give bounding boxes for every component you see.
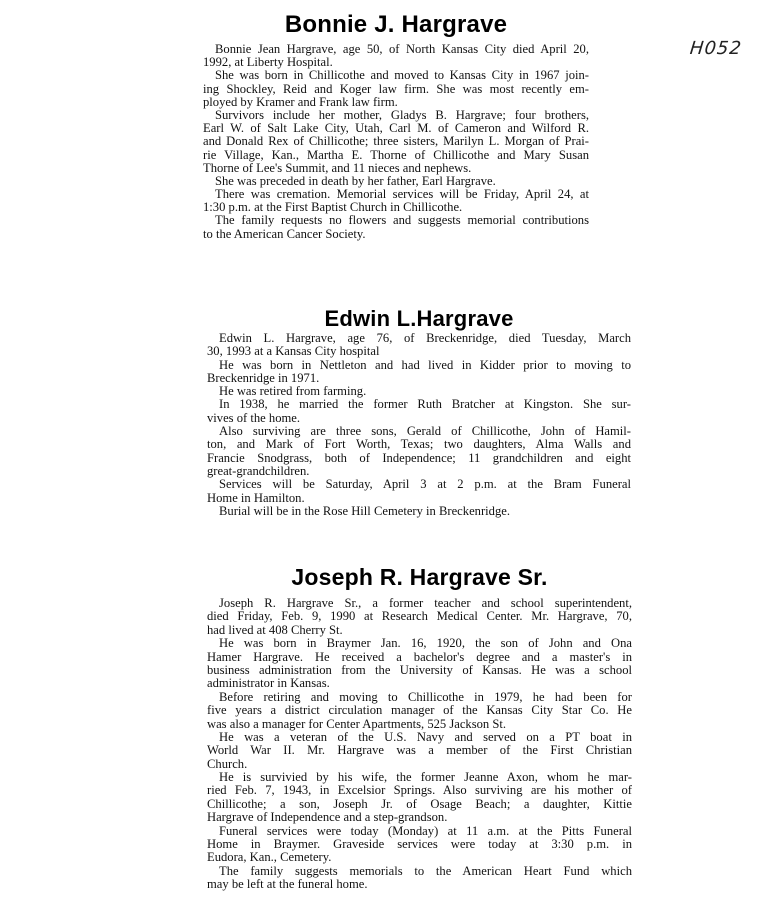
obituary-paragraph xyxy=(207,637,632,691)
text-line: died Friday, Feb. 9, 1990 at Research Medical Center. Mr. Hargrave, 70, xyxy=(207,610,632,624)
text-line: ton, and Mark of Fort Worth, Texas; two daughters, Alma Walls and xyxy=(207,438,631,452)
obituary-paragraph xyxy=(203,188,589,214)
obituary-paragraph xyxy=(207,825,632,865)
obituary-paragraph xyxy=(207,425,631,478)
text-line: Breckenridge in 1971. xyxy=(207,371,320,385)
text-line: Chillicothe; a son, Joseph Jr. of Osage Beach; a daughter, Kittie xyxy=(207,797,632,811)
obituary-paragraph xyxy=(207,385,631,398)
text-line: She was preceded in death by her father, Earl Hargrave. xyxy=(215,174,496,188)
text-line: Hargrave of Independence and a step-grandson. xyxy=(207,811,448,825)
text-line: He was retired from farming. xyxy=(219,385,367,399)
text-line: He was born in Braymer Jan. 16, 1920, the son of John and Ona xyxy=(219,637,632,651)
obituary-title: Bonnie J. Hargrave xyxy=(284,11,508,38)
text-line: Before retiring and moving to Chillicothe in 1979, he had been for xyxy=(219,690,632,704)
text-line: Funeral services were today (Monday) at 11 a.m. at the Pitts Funeral xyxy=(219,824,632,838)
obituary-paragraph xyxy=(207,478,631,505)
obituary-edwin xyxy=(207,306,631,518)
text-line: Francie Snodgrass, both of Independence; 11 grandchildren and eight xyxy=(207,451,631,465)
text-line: He was born in Nettleton and had lived in Kidder prior to moving to xyxy=(219,358,631,372)
obituary-body xyxy=(203,43,589,241)
text-line: The family requests no flowers and suggests memorial contributions xyxy=(215,214,589,228)
obituary-paragraph xyxy=(207,359,631,386)
text-line: was also a manager for Center Apartments, 525 Jackson St. xyxy=(207,717,507,731)
text-line: Bonnie Jean Hargrave, age 50, of North Kansas City died April 20, xyxy=(215,43,589,56)
obituary-paragraph xyxy=(207,398,631,425)
text-line: may be left at the funeral home. xyxy=(207,878,368,892)
text-line: Services will be Saturday, April 3 at 2 p.m. at the Bram Funeral xyxy=(219,478,631,492)
text-line: five years a district circulation manager of the Kansas City Star Co. He xyxy=(207,704,632,718)
obituary-paragraph xyxy=(203,109,589,175)
text-line: vives of the home. xyxy=(207,411,301,425)
text-line: and Donald Rex of Chillicothe; three sisters, Marilyn L. Morgan of Prai- xyxy=(203,135,589,149)
obituary-paragraph xyxy=(207,505,631,518)
obituary-paragraph xyxy=(207,771,632,825)
text-line: Church. xyxy=(207,757,248,771)
text-line: Burial will be in the Rose Hill Cemetery in Breckenridge. xyxy=(219,504,510,518)
text-line: World War II. Mr. Hargrave was a member of the First Christian xyxy=(207,744,632,758)
obituary-joseph xyxy=(207,563,632,892)
text-line: ing Shockley, Reid and Koger law firm. She was most recently em- xyxy=(203,82,589,96)
text-line: had lived at 408 Cherry St. xyxy=(207,623,343,637)
text-line: Eudora, Kan., Cemetery. xyxy=(207,851,332,865)
text-line: Edwin L. Hargrave, age 76, of Breckenridge, died Tuesday, March xyxy=(219,332,631,345)
obituary-title: Edwin L.Hargrave xyxy=(324,306,514,331)
text-line: ployed by Kramer and Frank law firm. xyxy=(203,95,398,109)
text-line: There was cremation. Memorial services will be Friday, April 24, at xyxy=(215,188,589,202)
text-line: Joseph R. Hargrave Sr., a former teacher and school superintendent, xyxy=(219,597,632,610)
text-line: business administration from the University of Kansas. He was a school xyxy=(207,663,632,677)
text-line: rie Village, Kan., Martha E. Thorne of Chillicothe and Mary Susan xyxy=(203,148,589,162)
obituary-title: Joseph R. Hargrave Sr. xyxy=(291,564,548,590)
text-line: Home in Braymer. Graveside services were today at 3:30 p.m. in xyxy=(207,838,632,852)
obituary-paragraph xyxy=(207,691,632,731)
text-line: He was a veteran of the U.S. Navy and served on a PT boat in xyxy=(219,730,632,744)
obituary-body xyxy=(207,597,632,892)
obituary-bonnie xyxy=(203,12,589,241)
obituary-paragraph xyxy=(207,731,632,771)
obituary-body xyxy=(207,332,631,518)
obituary-paragraph xyxy=(207,332,631,359)
text-line: She was born in Chillicothe and moved to Kansas City in 1967 join- xyxy=(215,69,589,83)
obituary-paragraph xyxy=(203,214,589,240)
obituary-paragraph xyxy=(203,69,589,109)
text-line: Home in Hamilton. xyxy=(207,491,305,505)
obituary-paragraph xyxy=(203,175,589,188)
obituary-paragraph xyxy=(207,865,632,892)
text-line: Thorne of Lee's Summit, and 11 nieces and nephews. xyxy=(203,161,472,175)
text-line: 1992, at Liberty Hospital. xyxy=(203,56,333,70)
obituary-paragraph xyxy=(203,43,589,69)
text-line: He is survivied by his wife, the former Jeanne Axon, whom he mar- xyxy=(219,771,632,785)
text-line: Survivors include her mother, Gladys B. Hargrave; four brothers, xyxy=(215,108,589,122)
text-line: Also surviving are three sons, Gerald of Chillicothe, John of Hamil- xyxy=(219,425,631,439)
text-line: The family suggests memorials to the American Heart Fund which xyxy=(219,864,632,878)
text-line: 30, 1993 at a Kansas City hospital xyxy=(207,345,380,359)
text-line: In 1938, he married the former Ruth Bratcher at Kingston. She sur- xyxy=(219,398,631,412)
text-line: great-grandchildren. xyxy=(207,464,310,478)
text-line: Earl W. of Salt Lake City, Utah, Carl M. of Cameron and Wilford R. xyxy=(203,122,589,136)
text-line: 1:30 p.m. at the First Baptist Church in Chillicothe. xyxy=(203,201,463,215)
handwritten-reference-code: H052 xyxy=(688,38,744,59)
text-line: to the American Cancer Society. xyxy=(203,227,366,241)
text-line: administrator in Kansas. xyxy=(207,677,330,691)
text-line: Hamer Hargrave. He received a bachelor's degree and a master's in xyxy=(207,650,632,664)
obituary-paragraph xyxy=(207,597,632,637)
text-line: ried Feb. 7, 1943, in Excelsior Springs. Also surviving are his mother of xyxy=(207,784,632,798)
